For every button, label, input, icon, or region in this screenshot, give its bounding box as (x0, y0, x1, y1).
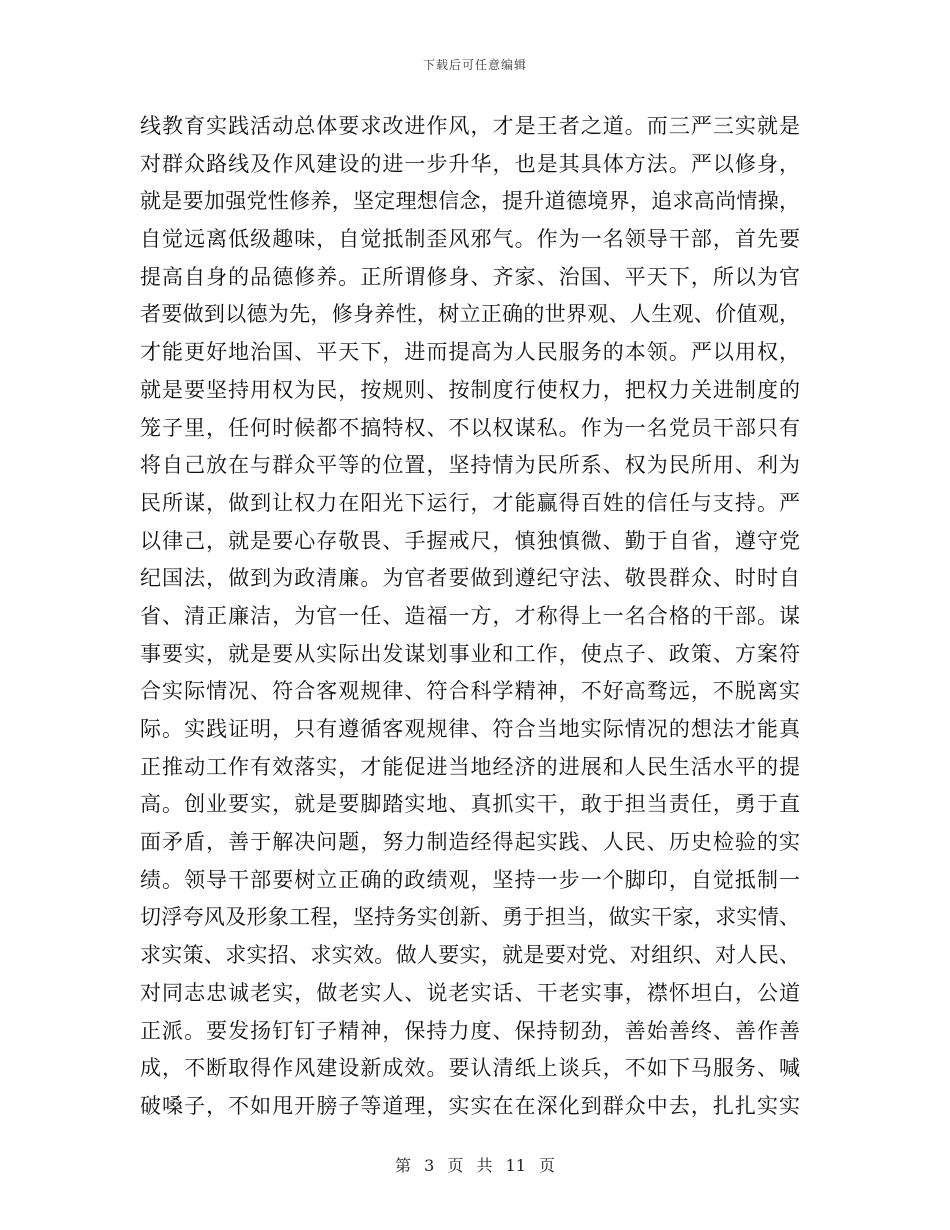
body-line: 才能更好地治国、平天下，进而提高为人民服务的本领。严以用权， (140, 340, 800, 365)
document-body (140, 108, 800, 1126)
body-line: 事要实，就是要从实际出发谋划事业和工作，使点子、政策、方案符 (140, 641, 800, 666)
body-line: 绩。领导干部要树立正确的政绩观，坚持一步一个脚印，自觉抵制一 (140, 867, 800, 892)
body-line: 省、清正廉洁，为官一任、造福一方，才称得上一名合格的干部。谋 (140, 603, 800, 628)
body-line: 际。实践证明，只有遵循客观规律、符合当地实际情况的想法才能真 (140, 717, 800, 741)
body-line: 提高自身的品德修养。正所谓修身、齐家、治国、平天下，所以为官 (140, 264, 800, 289)
body-line: 破嗓子，不如甩开膀子等道理，实实在在深化到群众中去，扎扎实实 (140, 1093, 800, 1118)
body-line: 纪国法，做到为政清廉。为官者要做到遵纪守法、敬畏群众、时时自 (140, 566, 800, 591)
body-line: 合实际情况、符合客观规律、符合科学精神，不好高骛远，不脱离实 (140, 679, 800, 704)
body-line: 切浮夸风及形象工程，坚持务实创新、勇于担当，做实干家，求实情、 (140, 905, 800, 930)
body-line: 求实策、求实招、求实效。做人要实，就是要对党、对组织、对人民、 (140, 943, 800, 968)
body-line: 对群众路线及作风建设的进一步升华，也是其具体方法。严以修身， (140, 151, 800, 176)
body-line: 就是要加强党性修养，坚定理想信念，提升道德境界，追求高尚情操， (140, 189, 800, 214)
body-line: 线教育实践活动总体要求改进作风，才是王者之道。而三严三实就是 (140, 114, 800, 138)
body-line: 正推动工作有效落实，才能促进当地经济的进展和人民生活水平的提 (140, 754, 800, 779)
body-line: 以律己，就是要心存敬畏、手握戒尺，慎独慎微、勤于自省，遵守党 (140, 528, 800, 553)
body-line: 民所谋，做到让权力在阳光下运行，才能赢得百姓的信任与支持。严 (140, 490, 800, 515)
page-number-footer: 第 3 页 共 11 页 (395, 1156, 555, 1175)
body-line: 正派。要发扬钉钉子精神，保持力度、保持韧劲，善始善终、善作善 (140, 1018, 800, 1043)
body-line: 者要做到以德为先，修身养性，树立正确的世界观、人生观、价值观， (140, 302, 800, 327)
body-line: 高。创业要实，就是要脚踏实地、真抓实干，敢于担当责任，勇于直 (140, 792, 800, 817)
header-note: 下载后可任意编辑 (422, 58, 527, 72)
body-line: 笼子里，任何时候都不搞特权、不以权谋私。作为一名党员干部只有 (140, 415, 800, 440)
body-line: 自觉远离低级趣味，自觉抵制歪风邪气。作为一名领导干部，首先要 (140, 227, 800, 252)
body-line: 对同志忠诚老实，做老实人、说老实话、干老实事，襟怀坦白，公道 (140, 980, 800, 1005)
body-line: 成，不断取得作风建设新成效。要认清纸上谈兵，不如下马服务、喊 (140, 1056, 800, 1081)
body-line: 面矛盾，善于解决问题，努力制造经得起实践、人民、历史检验的实 (140, 830, 800, 855)
body-line: 就是要坚持用权为民，按规则、按制度行使权力，把权力关进制度的 (140, 377, 800, 402)
body-line: 将自己放在与群众平等的位置，坚持情为民所系、权为民所用、利为 (140, 453, 800, 478)
